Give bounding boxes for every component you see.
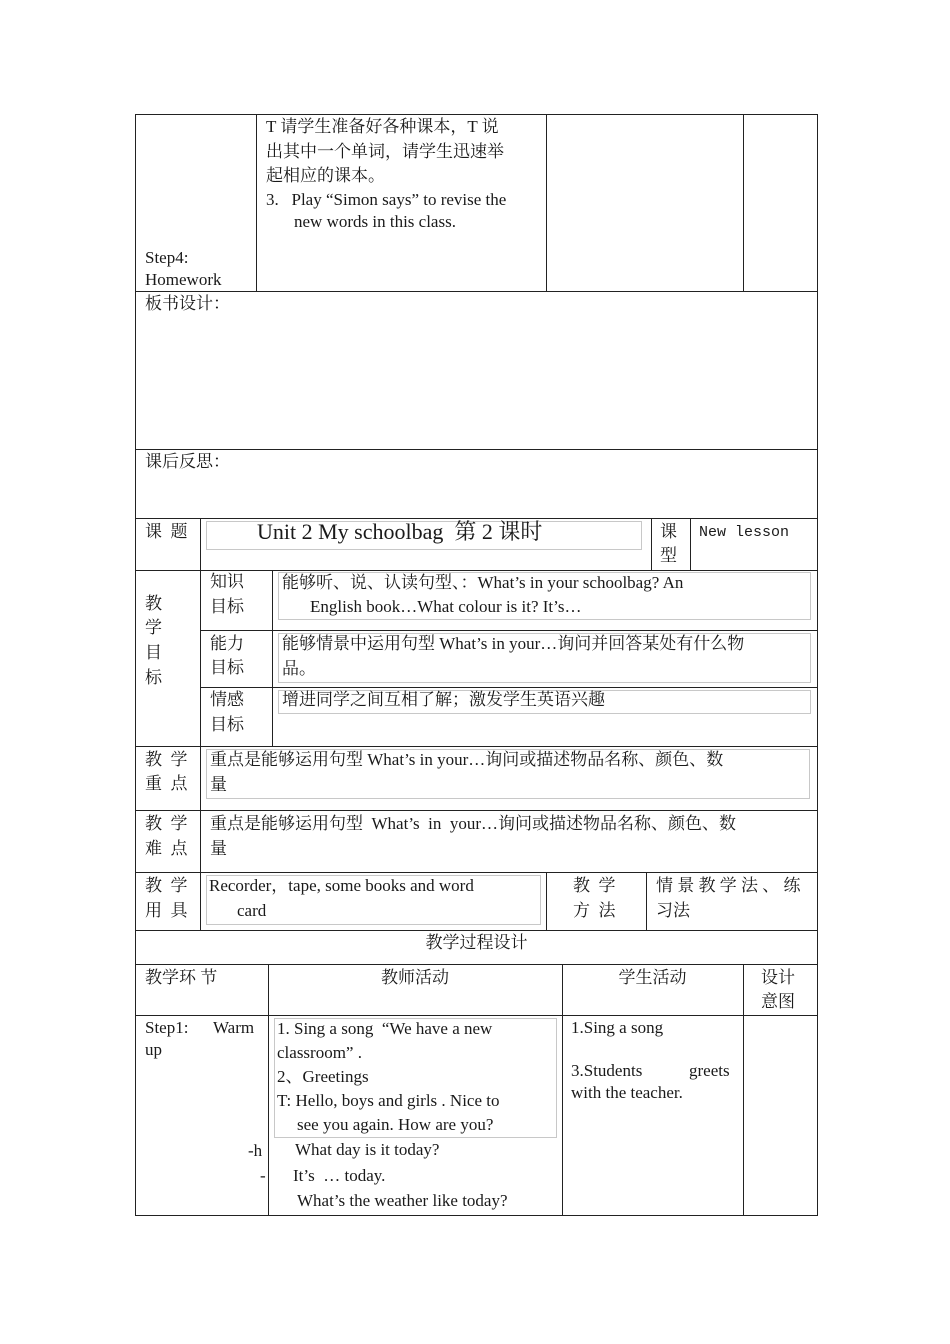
col-divider — [272, 570, 273, 746]
knowledge-text: 能够听、说、认读句型、：What’s in your schoolbag? An — [282, 573, 684, 592]
col-divider — [690, 518, 691, 570]
ability-text: 品。 — [282, 659, 316, 678]
step1-teacher-line: What day is it today? — [295, 1140, 440, 1159]
board-design-label: 板书设计： — [145, 294, 230, 313]
col-divider — [268, 964, 269, 1215]
step1-label: Warm — [213, 1018, 255, 1037]
difficult-points-label: 难 点 — [145, 839, 188, 858]
method-text: 习法 — [656, 901, 690, 920]
step1-label: up — [145, 1040, 162, 1059]
row-divider — [135, 964, 818, 965]
col-divider — [200, 518, 201, 930]
header-student: 学生活动 — [618, 968, 687, 987]
step1-teacher-line: It’s … today. — [293, 1166, 386, 1185]
tools-label: 用 具 — [145, 901, 188, 920]
stray-mark: - — [260, 1166, 266, 1185]
step4-label: Homework — [145, 270, 222, 289]
step1-student-line: 3.Students — [571, 1061, 643, 1080]
stray-mark: -h — [248, 1141, 263, 1160]
method-label: 方 法 — [573, 901, 616, 920]
step4-label: Step4: — [145, 248, 189, 267]
row-divider — [200, 630, 818, 631]
method-text: 情 景 教 学 法 、 练 — [656, 876, 801, 895]
step1-label: Step1: — [145, 1018, 189, 1037]
emotion-label: 情感 — [210, 690, 244, 709]
row-divider — [135, 449, 818, 450]
step1-teacher-line: see you again. How are you? — [297, 1115, 494, 1134]
col-divider — [651, 518, 652, 570]
process-title: 教学过程设计 — [425, 933, 528, 952]
row-divider — [135, 291, 818, 292]
col-divider — [562, 964, 563, 1215]
row-divider — [135, 746, 818, 747]
method-label: 教 学 — [573, 876, 616, 895]
topic-value: Unit 2 My schoolbag 第 2 课时 — [257, 519, 543, 544]
step1-student-line: greets — [689, 1061, 730, 1080]
ability-label: 目标 — [210, 658, 244, 677]
difficult-points-text: 量 — [210, 839, 227, 858]
emotion-text: 增进同学之间互相了解；激发学生英语兴趣 — [282, 690, 605, 709]
header-stage: 教学环 节 — [145, 968, 218, 987]
objectives-group-label: 标 — [145, 668, 162, 687]
tools-label: 教 学 — [145, 876, 188, 895]
ability-label: 能力 — [210, 634, 244, 653]
col-divider — [743, 114, 744, 291]
type-value: New lesson — [699, 524, 790, 541]
col-divider — [743, 964, 744, 1215]
step1-teacher-line: T: Hello, boys and girls . Nice to — [277, 1091, 500, 1110]
table-border-right — [817, 114, 818, 1216]
knowledge-label: 知识 — [210, 572, 244, 591]
col-divider — [546, 872, 547, 930]
row-divider — [135, 810, 818, 811]
step4-teacher-line: 起相应的课本。 — [266, 166, 385, 185]
tools-text: card — [237, 901, 267, 920]
knowledge-text: English book…What colour is it? It’s… — [310, 597, 582, 616]
step1-student-line: with the teacher. — [571, 1083, 683, 1102]
table-border-bottom — [135, 1215, 818, 1216]
step1-teacher-line: classroom” . — [277, 1043, 362, 1062]
col-divider — [256, 114, 257, 291]
type-label: 课 — [660, 522, 677, 541]
key-points-text: 重点是能够运用句型 What’s in your…询问或描述物品名称、颜色、数 — [210, 750, 724, 769]
step1-teacher-line: What’s the weather like today? — [297, 1191, 508, 1210]
col-divider — [546, 114, 547, 291]
difficult-points-text: 重点是能够运用句型 What’s in your…询问或描述物品名称、颜色、数 — [210, 814, 737, 833]
key-points-label: 重 点 — [145, 774, 188, 793]
objectives-group-label: 目 — [145, 643, 162, 662]
knowledge-label: 目标 — [210, 597, 244, 616]
step4-teacher-line: 出其中一个单词，请学生迅速举 — [266, 142, 504, 161]
reflection-label: 课后反思： — [145, 452, 230, 471]
step4-teacher-line: 3. Play “Simon says” to revise the — [266, 190, 507, 209]
key-points-text: 量 — [210, 775, 227, 794]
difficult-points-label: 教 学 — [145, 814, 188, 833]
header-teacher: 教师活动 — [381, 968, 449, 987]
step4-teacher-line: new words in this class. — [294, 212, 456, 231]
objectives-group-label: 教 — [145, 594, 162, 613]
step1-teacher-line: 2、Greetings — [277, 1067, 369, 1086]
header-design: 意图 — [761, 992, 795, 1011]
topic-label: 课 题 — [145, 522, 188, 541]
table-border-left — [135, 114, 136, 1216]
row-divider — [135, 872, 818, 873]
emotion-label: 目标 — [210, 715, 244, 734]
type-label: 型 — [660, 546, 677, 565]
ability-text: 能够情景中运用句型 What’s in your…询问并回答某处有什么物 — [282, 634, 745, 653]
objectives-group-label: 学 — [145, 618, 162, 637]
header-design: 设计 — [761, 968, 795, 987]
step4-teacher-line: T 请学生准备好各种课本，T 说 — [266, 117, 499, 136]
col-divider — [646, 872, 647, 930]
tools-text: Recorder，tape, some books and word — [209, 876, 474, 895]
step1-teacher-line: 1. Sing a song “We have a new — [277, 1019, 493, 1038]
step1-student-line: 1.Sing a song — [571, 1018, 664, 1037]
key-points-label: 教 学 — [145, 750, 188, 769]
